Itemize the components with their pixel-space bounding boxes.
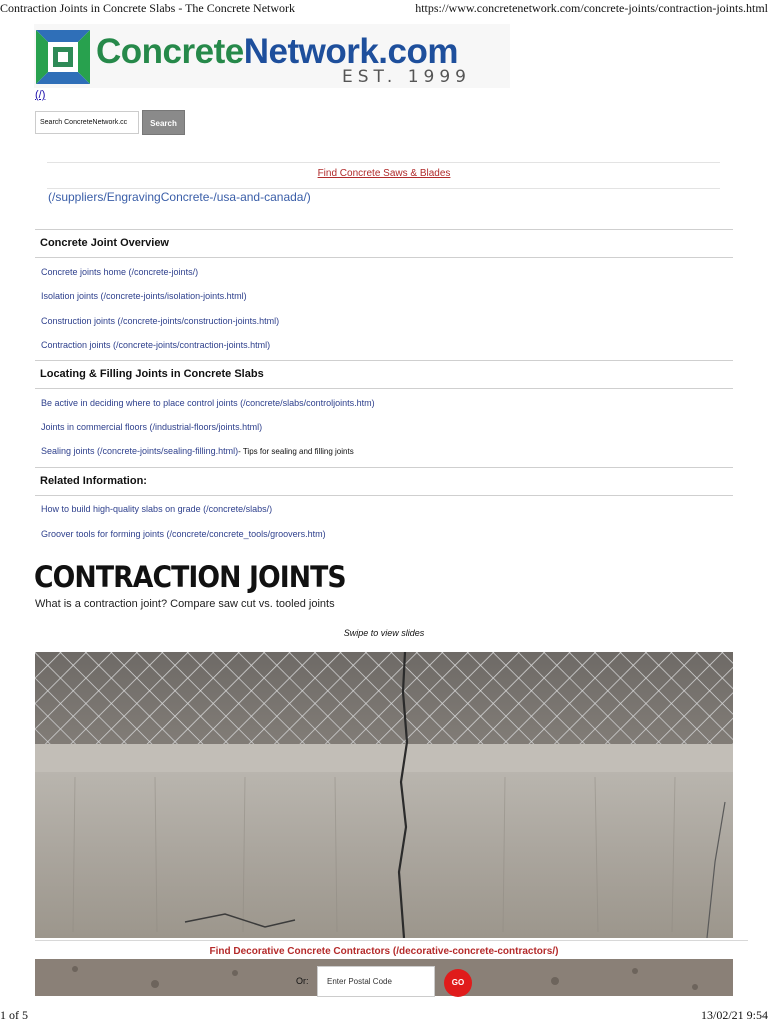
logo-established: EST. 1999 [342,67,471,87]
nav-link-contraction-joints[interactable]: Contraction joints (/concrete-joints/contraction-joints.html) [41,340,271,350]
saws-blades-ad-text[interactable]: Find Concrete Saws & Blades [317,168,451,179]
nav-link-commercial-floors[interactable]: Joints in commercial floors (/industrial-floors/joints.html) [41,422,263,432]
nav-link-joints-home[interactable]: Concrete joints home (/concrete-joints/) [41,267,199,277]
sealing-tips-text: - Tips for sealing and filling joints [238,447,354,456]
divider [47,188,720,189]
divider [35,360,733,361]
page-title: CONTRACTION JOINTS [34,560,346,594]
divider [35,467,733,468]
logo-word-network: Network.com [243,32,458,71]
divider [35,495,733,496]
print-datetime: 13/02/21 9:54 [700,1008,768,1022]
swipe-hint: Swipe to view slides [343,628,425,638]
nav-link-slabs-on-grade[interactable]: How to build high-quality slabs on grade (/concrete/slabs/) [41,504,273,514]
nav-link-sealing-joints[interactable] [41,446,354,456]
search-button[interactable]: Search [142,110,185,135]
section-heading-locating: Locating & Filling Joints in Concrete Slabs [40,368,264,380]
divider [35,940,748,941]
nav-link-groover-tools[interactable]: Groover tools for forming joints (/concrete/concrete_tools/groovers.htm) [41,529,326,539]
section-heading-overview: Concrete Joint Overview [40,237,169,249]
section-heading-related: Related Information: [40,475,147,487]
divider [35,388,733,389]
logo-mark-icon [36,30,90,84]
page-subtitle: What is a contraction joint? Compare saw cut vs. tooled joints [35,598,335,610]
slideshow-image[interactable] [35,652,733,938]
divider [35,257,733,258]
print-header [0,0,768,16]
ad-url-text[interactable]: (/suppliers/EngravingConcrete-/usa-and-canada/) [48,190,311,204]
nav-link-sealing-joints-text[interactable]: Sealing joints (/concrete-joints/sealing-filling.html) [41,446,239,456]
nav-link-isolation-joints[interactable]: Isolation joints (/concrete-joints/isolation-joints.html) [41,291,247,301]
go-button[interactable]: GO [444,969,472,997]
logo-word-concrete: Concrete [96,32,244,71]
divider [35,229,733,230]
site-logo[interactable] [34,24,510,88]
postal-code-input[interactable]: Enter Postal Code [317,966,435,997]
nav-link-control-joints[interactable]: Be active in deciding where to place control joints (/concrete/slabs/controljoints.htm) [41,398,375,408]
print-page-title: Contraction Joints in Concrete Slabs - The Concrete Network [0,1,296,15]
print-page-number: 1 of 5 [0,1008,28,1022]
divider [47,162,720,163]
print-footer [0,1006,768,1024]
saws-blades-ad-link[interactable] [0,168,768,179]
home-link[interactable]: (/) [35,89,46,101]
logo-wordmark [96,34,458,70]
concrete-curb-photo [35,652,733,938]
print-page-url: https://www.concretenetwork.com/concrete-joints/contraction-joints.html [415,1,768,15]
or-label: Or: [296,976,309,986]
search-input[interactable]: Search ConcreteNetwork.cc [35,111,139,134]
nav-link-construction-joints[interactable]: Construction joints (/concrete-joints/construction-joints.html) [41,316,280,326]
find-contractors-link[interactable]: Find Decorative Concrete Contractors (/decorative-concrete-contractors/) [209,946,559,957]
